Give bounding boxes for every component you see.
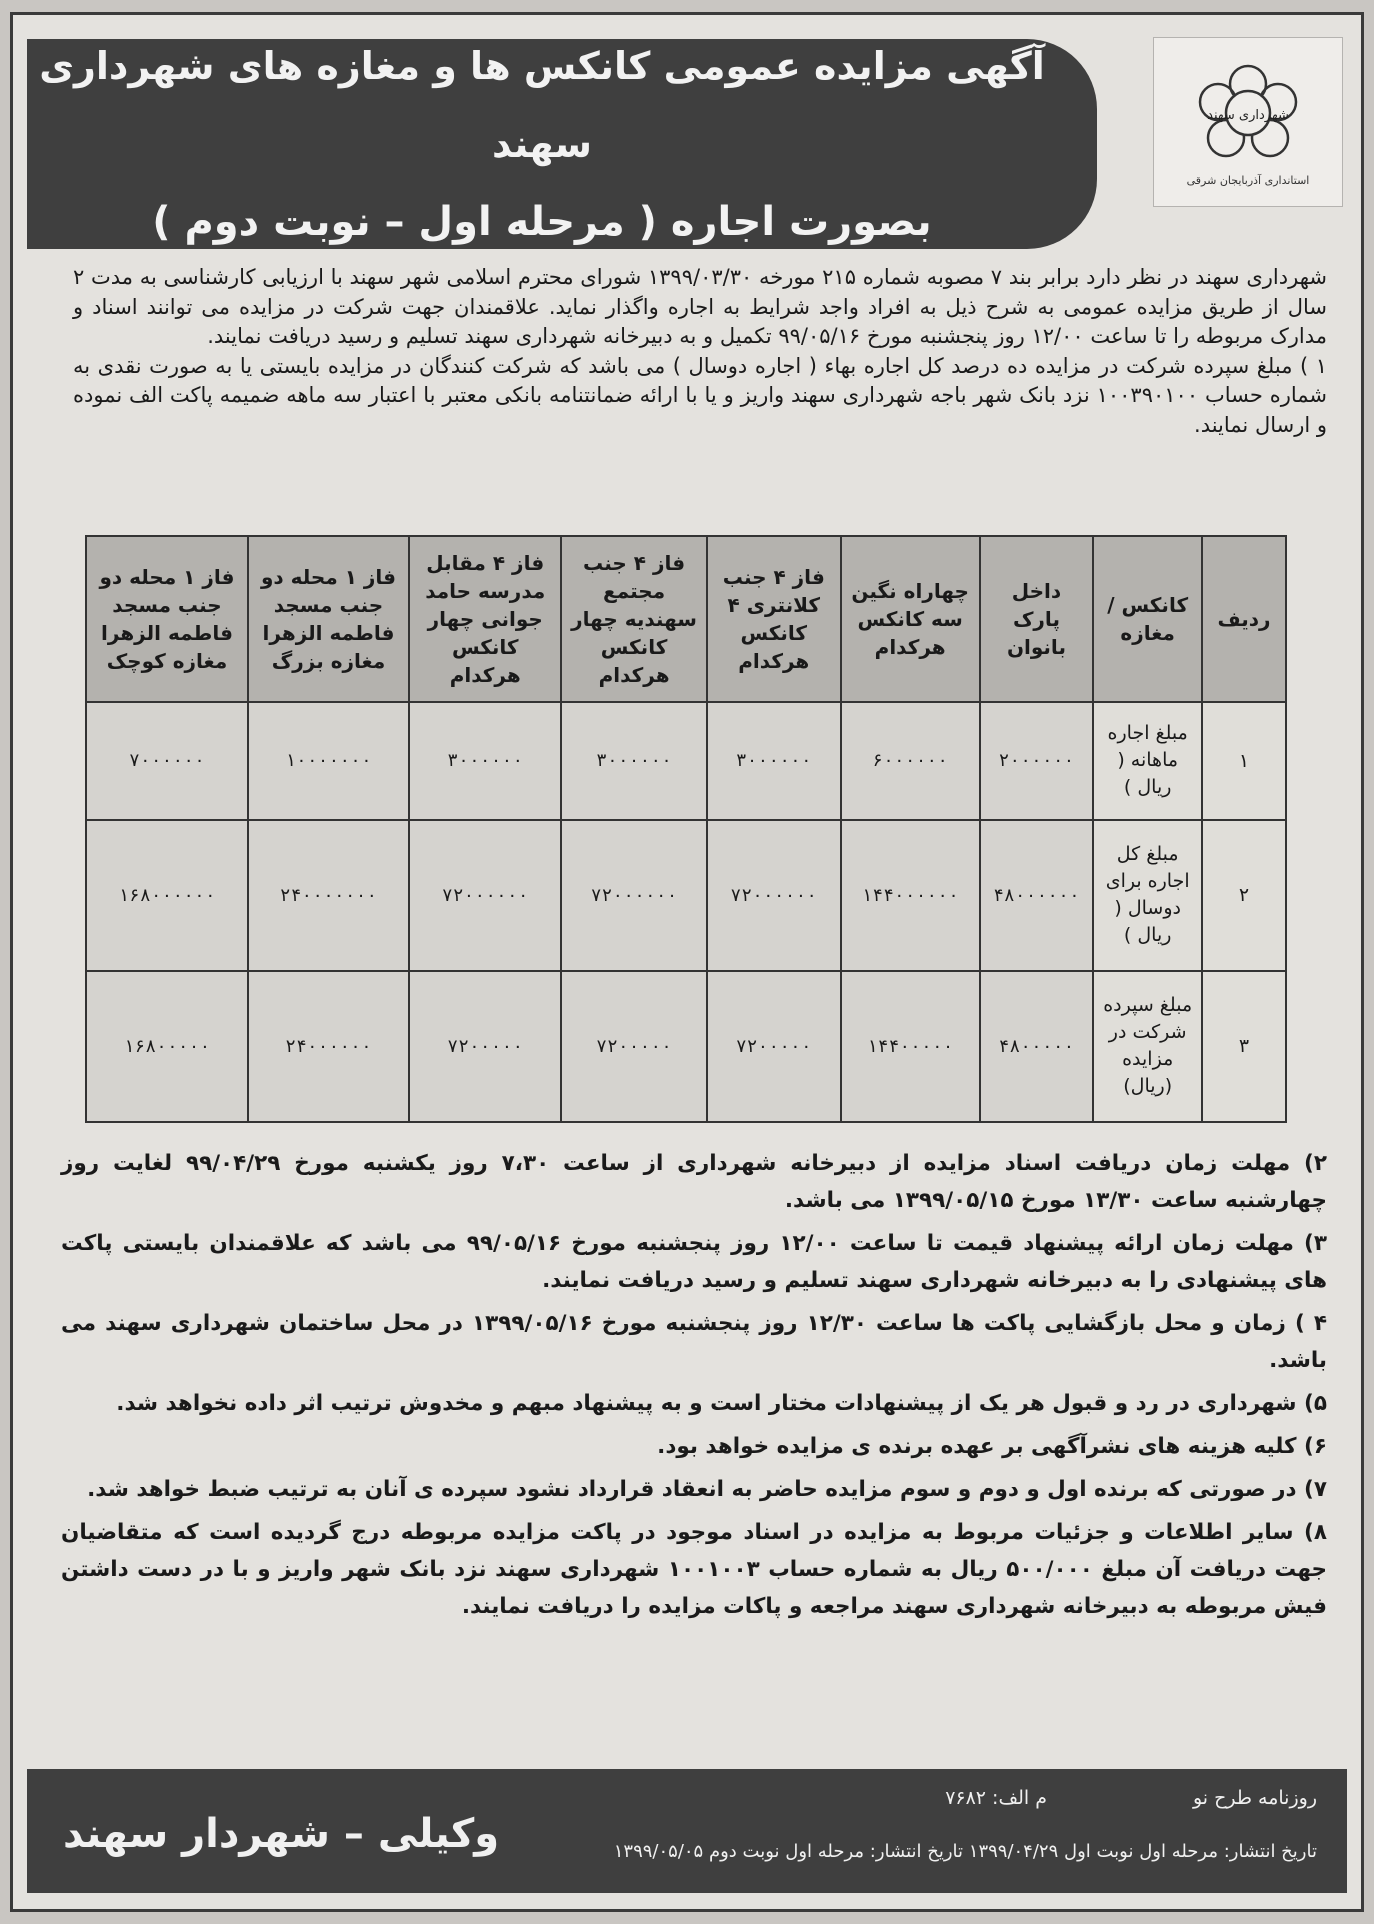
table-header: فاز ۱ محله دو جنب مسجد فاطمه الزهرا مغازه بزرگ — [248, 536, 409, 702]
table-cell: ۷۲۰۰۰۰۰۰ — [707, 820, 841, 971]
table-cell: ۷۰۰۰۰۰۰ — [86, 702, 248, 820]
table-header: کانکس / مغازه — [1093, 536, 1202, 702]
table-header: چهاراه نگین سه کانکس هرکدام — [841, 536, 980, 702]
clauses-list — [61, 1145, 1327, 1631]
table-cell: ۱۴۴۰۰۰۰۰ — [841, 971, 980, 1122]
municipality-logo — [1153, 37, 1343, 207]
flower-emblem-icon — [1188, 58, 1308, 168]
table-cell: ۲۴۰۰۰۰۰۰۰ — [248, 820, 409, 971]
intro-paragraph-2: ۱ ) مبلغ سپرده شرکت در مزایده ده درصد کل اجاره بهاء ( اجاره دوسال ) می باشد که شرکت کنندگان در مزایده بایستی یا به صورت نقدی به شماره حساب ۱۰۰۳۹۰۱۰۰ نزد بانک شهر باجه شهرداری سهند واریز و یا با ارائه ضمانتنامه بانکی معتبر با اعتبار سه ماهه ضمیمه پاکت الف نموده و ارسال نمایند. — [73, 353, 1328, 437]
table-row — [86, 820, 1286, 971]
reference-number: م الف: ۷۶۸۲ — [945, 1787, 1047, 1809]
table-header: داخل پارک بانوان — [980, 536, 1094, 702]
table-cell: ۱۶۸۰۰۰۰۰ — [86, 971, 248, 1122]
auction-table — [85, 535, 1287, 1123]
table-header: فاز ۴ جنب کلانتری ۴ کانکس هرکدام — [707, 536, 841, 702]
table-cell: ۱۴۴۰۰۰۰۰۰ — [841, 820, 980, 971]
clause-item: ۵) شهرداری در رد و قبول هر یک از پیشنهادات مختار است و به پیشنهاد مبهم و مخدوش ترتیب اثر داده نخواهد شد. — [116, 1391, 1327, 1416]
table-header: فاز ۴ مقابل مدرسه حامد جوانی چهار کانکس هرکدام — [409, 536, 561, 702]
table-row — [86, 971, 1286, 1122]
table-row — [86, 702, 1286, 820]
table-cell: ۱۰۰۰۰۰۰۰ — [248, 702, 409, 820]
table-cell: ۲۰۰۰۰۰۰ — [980, 702, 1094, 820]
table-header: ردیف — [1202, 536, 1286, 702]
title-line-1: آگهی مزایده عمومی کانکس ها و مغازه های شهرداری سهند — [39, 44, 1045, 166]
table-cell: ۳۰۰۰۰۰۰ — [707, 702, 841, 820]
row-label: مبلغ سپرده شرکت در مزایده (ریال) — [1093, 971, 1202, 1122]
table-cell: ۷۲۰۰۰۰۰۰ — [561, 820, 706, 971]
table-cell: ۷۲۰۰۰۰۰ — [707, 971, 841, 1122]
table-cell: ۶۰۰۰۰۰۰ — [841, 702, 980, 820]
row-label: مبلغ اجاره ماهانه ( ریال ) — [1093, 702, 1202, 820]
table-cell: ۷۲۰۰۰۰۰۰ — [409, 820, 561, 971]
newspaper-page — [10, 12, 1364, 1912]
clause-item: ۶) کلیه هزینه های نشرآگهی بر عهده برنده ی مزایده خواهد بود. — [657, 1434, 1327, 1459]
table-header: فاز ۴ جنب مجتمع سهندیه چهار کانکس هرکدام — [561, 536, 706, 702]
clause-item: ۷) در صورتی که برنده اول و دوم و سوم مزایده حاضر به انعقاد قرارداد نشود سپرده ی آنان به ترتیب ضبط خواهد شد. — [87, 1477, 1327, 1502]
row-index: ۱ — [1202, 702, 1286, 820]
table-cell: ۷۲۰۰۰۰۰ — [409, 971, 561, 1122]
intro-text — [73, 263, 1327, 440]
logo-caption: استانداری آذربایجان شرقی — [1186, 173, 1310, 187]
signature: وکیلی – شهردار سهند — [63, 1811, 500, 1857]
title-line-2: بصورت اجاره ( مرحله اول – نوبت دوم ) — [152, 199, 932, 245]
table-cell: ۴۸۰۰۰۰۰ — [980, 971, 1094, 1122]
footer-banner — [27, 1769, 1347, 1893]
table-cell: ۴۸۰۰۰۰۰۰ — [980, 820, 1094, 971]
clause-item: ۸) سایر اطلاعات و جزئیات مربوط به مزایده در اسناد موجود در پاکت مزایده مربوطه درج گردیده است که متقاضیان جهت دریافت آن مبلغ ۵۰۰/۰۰۰ ریال به شماره حساب ۱۰۰۱۰۰۳ شهرداری سهند نزد بانک شهر واریز و با در دست داشتن فیش مربوطه به دبیرخانه شهرداری سهند مراجعه و پاکات مزایده را دریافت نمایند. — [61, 1520, 1328, 1619]
clause-item: ۳) مهلت زمان ارائه پیشنهاد قیمت تا ساعت ۱۲/۰۰ روز پنجشنبه مورخ ۹۹/۰۵/۱۶ می باشد که علاقمندان بایستی پاکت های پیشنهادی را به دبیرخانه شهرداری سهند تسلیم و رسید دریافت نمایند. — [61, 1231, 1327, 1293]
table-cell: ۳۰۰۰۰۰۰ — [409, 702, 561, 820]
intro-paragraph-1: شهرداری سهند در نظر دارد برابر بند ۷ مصوبه شماره ۲۱۵ مورخه ۱۳۹۹/۰۳/۳۰ شورای محترم اسلامی شهر سهند با ارزیابی کارشناسی به مدت ۲ سال از طریق مزایده عمومی به شرح ذیل به افراد واجد شرایط به اجاره واگذار نماید. علاقمندان جهت شرکت در مزایده می توانند اسناد و مدارک مربوطه را تا ساعت ۱۲/۰۰ روز پنجشنبه مورخ ۹۹/۰۵/۱۶ تکمیل و به دبیرخانه شهرداری سهند تسلیم و رسید دریافت نمایند. — [73, 265, 1327, 348]
newspaper-name: روزنامه طرح نو — [1192, 1787, 1317, 1809]
row-label: مبلغ کل اجاره برای دوسال ( ریال ) — [1093, 820, 1202, 971]
row-index: ۳ — [1202, 971, 1286, 1122]
table-cell: ۳۰۰۰۰۰۰ — [561, 702, 706, 820]
table-header-row — [86, 536, 1286, 702]
title-banner — [27, 39, 1097, 249]
table-header: فاز ۱ محله دو جنب مسجد فاطمه الزهرا مغازه کوچک — [86, 536, 248, 702]
clause-item: ۲) مهلت زمان دریافت اسناد مزایده از دبیرخانه شهرداری از ساعت ۷،۳۰ روز یکشنبه مورخ ۹۹/۰۴/۲۹ لغایت روز چهارشنبه ساعت ۱۳/۳۰ مورخ ۱۳۹۹/۰۵/۱۵ می باشد. — [61, 1151, 1328, 1213]
emblem-text: شهرداری سهند — [1207, 107, 1289, 123]
publish-dates: تاریخ انتشار: مرحله اول نوبت اول ۱۳۹۹/۰۴/۲۹ تاریخ انتشار: مرحله اول نوبت دوم ۱۳۹۹/۰۵/۰۵ — [613, 1841, 1317, 1862]
table-cell: ۷۲۰۰۰۰۰ — [561, 971, 706, 1122]
table-cell: ۲۴۰۰۰۰۰۰ — [248, 971, 409, 1122]
clause-item: ۴ ) زمان و محل بازگشایی پاکت ها ساعت ۱۲/۳۰ روز پنجشنبه مورخ ۱۳۹۹/۰۵/۱۶ در محل ساختمان شهرداری سهند می باشد. — [61, 1311, 1327, 1373]
table-cell: ۱۶۸۰۰۰۰۰۰ — [86, 820, 248, 971]
row-index: ۲ — [1202, 820, 1286, 971]
